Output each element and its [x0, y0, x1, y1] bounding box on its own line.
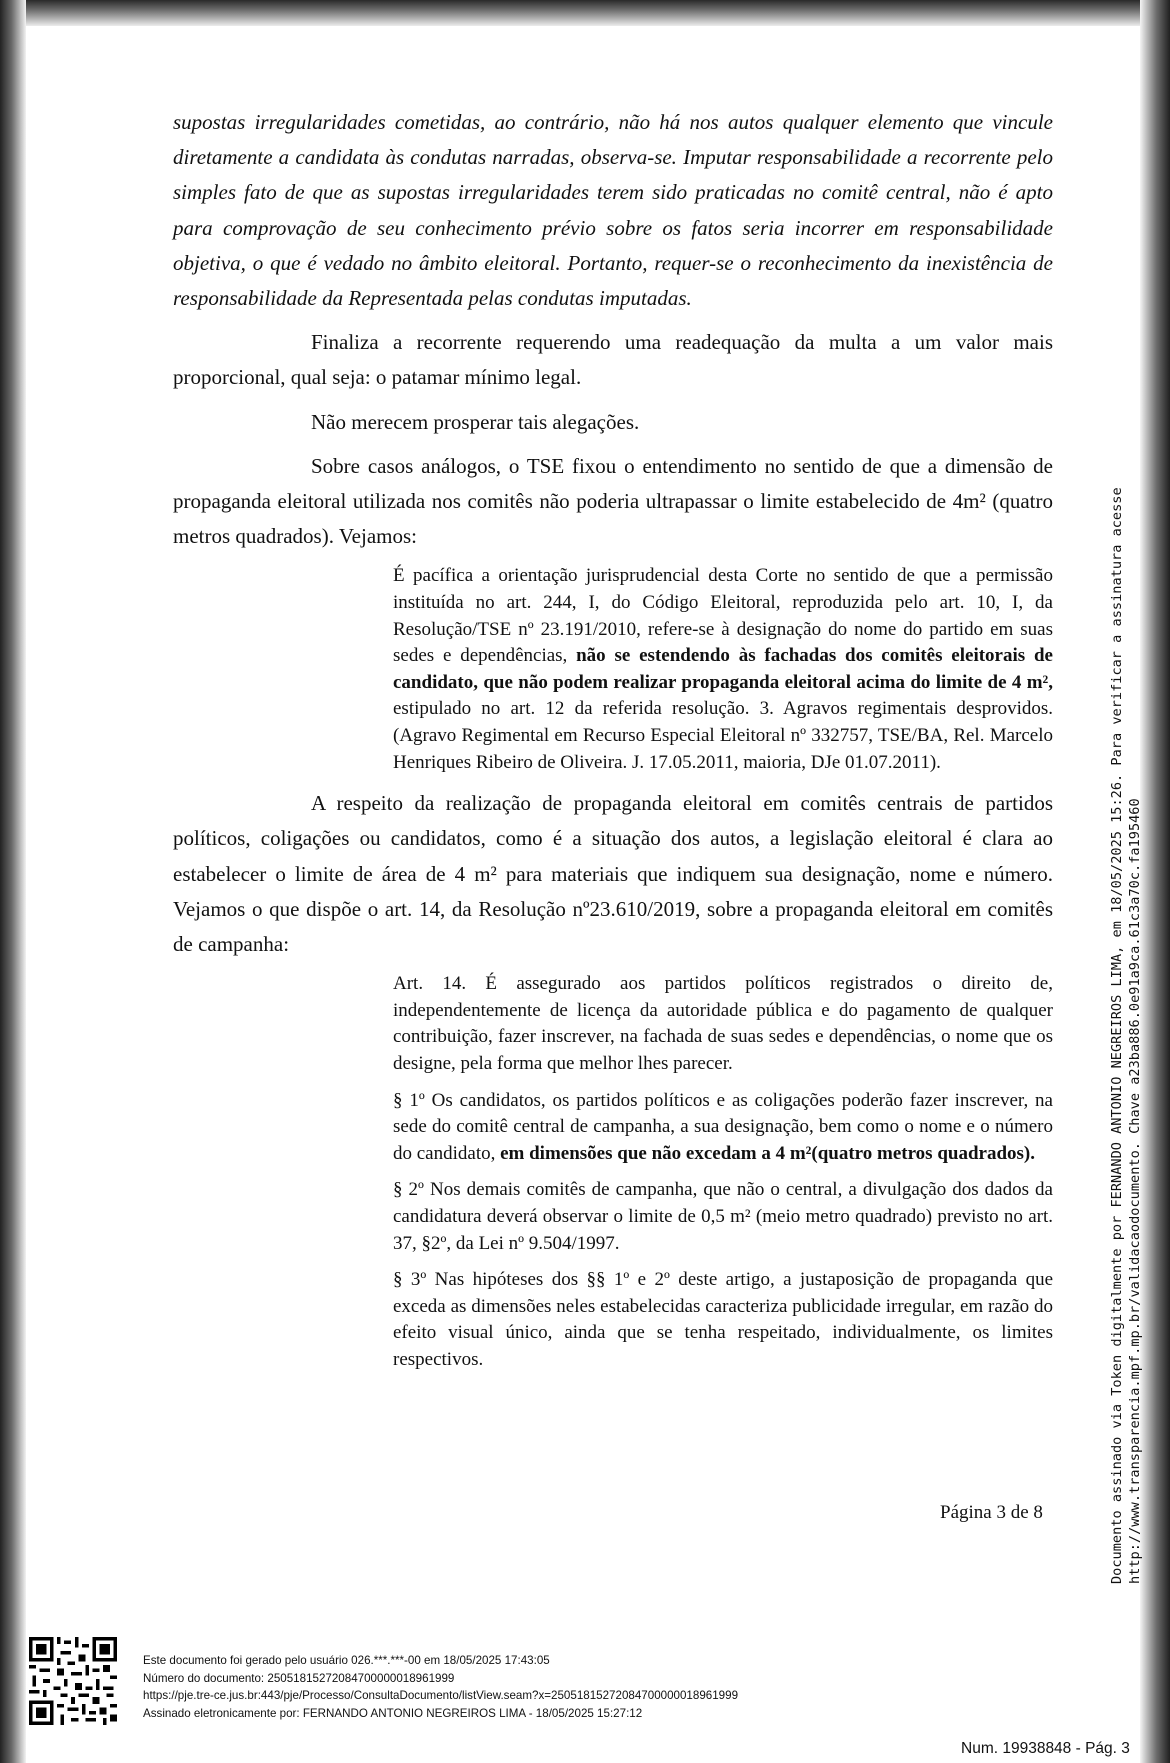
signature-sidebar — [1108, 284, 1144, 1584]
paragraph-2: Finaliza a recorrente requerendo uma readequação da multa a um valor mais proporcional, qual seja: o patamar mínimo legal. — [173, 330, 1053, 390]
paragraph-2-section: § 2º Nos demais comitês de campanha, que não o central, a divulgação dos dados da candidatura deverá observar o limite de 0,5 m² (meio metro quadrado) previsto no art. 37, §2º, da Lei nº 9.504/1997. — [393, 1179, 1053, 1254]
quote-text-a: É pacífica a orientação jurisprudencial desta Corte no sentido de que a permissão instituída no art. 244, I, do Código Eleitoral, reproduzida pelo art. 10, I, da Resolução/TSE nº 23.191/2010, refere-se à designação do nome do partido em suas sedes e dependências, — [393, 565, 1053, 667]
paragraph-1-section — [393, 1088, 1053, 1168]
paragraph-3-section: § 3º Nas hipóteses dos §§ 1º e 2º deste artigo, a justaposição de propaganda que exceda as dimensões neles estabelecidas caracteriza publicidade irregular, em razão do efeito visual único, ainda que se tenha respeitado, individualmente, os limites respectivos. — [393, 1269, 1053, 1370]
quote-text-bold: não se estendendo às fachadas dos comitês eleitorais de candidato, que não podem realizar propaganda eleitoral acima do limite de 4 m², — [393, 645, 1053, 693]
quote-paragraph — [393, 563, 1053, 776]
article-14-quote — [393, 971, 1053, 1373]
paragraph-4: Sobre casos análogos, o TSE fixou o entendimento no sentido de que a dimensão de propaganda eleitoral utilizada nos comitês não poderia ultrapassar o limite estabelecido de 4m² (quatro metros quadrados). Vejamos: — [173, 453, 1053, 549]
jurisprudence-quote — [393, 563, 1053, 776]
footer-document-number: Número do documento: 25051815272084700000018961999 — [143, 1671, 455, 1685]
scan-edge-top — [0, 0, 1170, 26]
paragraph-5: A respeito da realização de propaganda eleitoral em comitês centrais de partidos políticos, coligações ou candidatos, como é a situação dos autos, a legislação eleitoral é clara ao estabelecer o limite de área de 4 m² para materiais que indiquem sua designação, nome e número. Vejamos o que dispõe o art. 14, da Resolução nº23.610/2019, sobre a propaganda eleitoral em comitês de campanha: — [173, 791, 1053, 956]
footer-document-url: https://pje.tre-ce.jus.br:443/pje/Processo/ConsultaDocumento/listView.seam?x=25051815272084700000018961999 — [143, 1689, 739, 1702]
paragraph-1: supostas irregularidades cometidas, ao contrário, não há nos autos qualquer elemento que vincule diretamente a candidata às condutas narradas, observa-se. Imputar responsabilidade a recorrente pelo simples fato de que as supostas irregularidades terem sido praticadas no comitê central, não é apto para comprovação de seu conhecimento prévio sobre os fatos seria incorrer em responsabilidade objetiva, o que é vedado no âmbito eleitoral. Portanto, requer-se o reconhecimento da inexistência de responsabilidade da Representada pelas condutas imputadas. — [173, 110, 1053, 311]
document-page — [173, 105, 1053, 1384]
footer-signed-by: Assinado eletronicamente por: FERNANDO ANTONIO NEGREIROS LIMA - 18/05/2025 15:27:12 — [143, 1706, 643, 1720]
page-number: Página 3 de 8 — [940, 1502, 1043, 1523]
paragraph-3: Não merecem prosperar tais alegações. — [311, 409, 640, 434]
qr-code-icon — [29, 1637, 117, 1725]
quote-text-c: estipulado no art. 12 da referida resolução. 3. Agravos regimentais desprovidos. (Agravo Regimental em Recurso Especial Eleitoral nº 332757, TSE/BA, Rel. Marcelo Henriques Ribeiro de Oliveira. J. 17.05.2011, maioria, DJe 01.07.2011). — [393, 698, 1053, 773]
par1-text-a: § 1º Os candidatos, os partidos políticos e as coligações poderão fazer inscrever, na sede do comitê central de campanha, a sua designação, bem como o nome e o número do candidato, — [393, 1089, 1053, 1164]
par1-text-bold: em dimensões que não excedam a 4 m²(quatro metros quadrados). — [500, 1142, 1035, 1164]
scan-edge-left — [0, 0, 26, 1763]
footer-generated-by: Este documento foi gerado pelo usuário 026.***.***-00 em 18/05/2025 17:43:05 — [143, 1654, 550, 1667]
sidebar-line-2: http://www.transparencia.mpf.mp.br/validacaodocumento. Chave a23ba886.0e91a9ca.61c3a70c.fa195460 — [1127, 798, 1143, 1584]
sidebar-line-1: Documento assinado via Token digitalmente por FERNANDO ANTONIO NEGREIROS LIMA, em 18/05/2025 15:26. Para verificar a assinatura acesse — [1109, 487, 1125, 1584]
scan-edge-right — [1140, 0, 1170, 1763]
document-footer — [143, 1652, 738, 1722]
article-14: Art. 14. É assegurado aos partidos políticos registrados o direito de, independentemente de licença da autoridade pública e do pagamento de qualquer contribuição, fazer inscrever, na fachada de suas sedes e dependências, o nome que os designe, pela forma que melhor lhes parecer. — [393, 973, 1053, 1074]
footer-page-number: Num. 19938848 - Pág. 3 — [961, 1740, 1130, 1757]
